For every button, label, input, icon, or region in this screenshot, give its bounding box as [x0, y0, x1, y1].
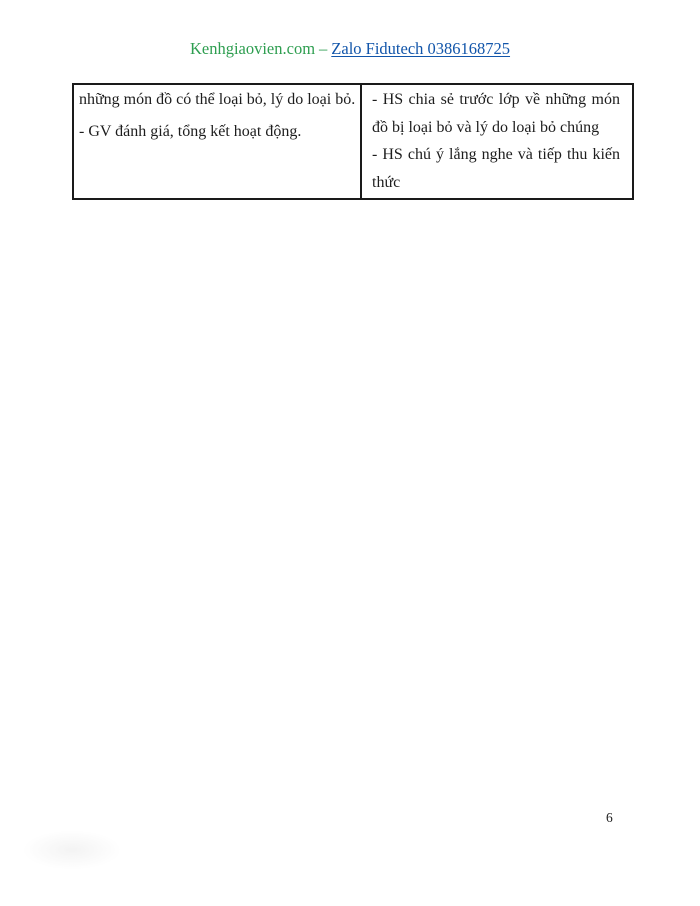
student-activity-paragraph-2: - HS chú ý lắng nghe và tiếp thu kiến thức	[372, 146, 620, 191]
header-site-name: Kenhgiaovien.com	[189, 39, 316, 58]
activity-table	[72, 83, 634, 200]
header-separator: –	[319, 39, 328, 58]
page-header	[0, 36, 700, 62]
teacher-activity-cell	[74, 85, 362, 198]
header-zalo-link[interactable]: Zalo Fidutech 0386168725	[331, 39, 511, 58]
student-activity-cell	[362, 85, 632, 198]
scan-artifact	[22, 830, 122, 870]
student-activity-paragraph-1: - HS chia sẻ trước lớp về những món đồ bị loại bỏ và lý do loại bỏ chúng	[372, 91, 620, 136]
teacher-activity-line-2: - GV đánh giá, tổng kết hoạt động.	[79, 122, 302, 140]
teacher-activity-line-1: những món đồ có thể loại bỏ, lý do loại bỏ.	[79, 91, 356, 108]
page-number: 6	[606, 810, 613, 825]
